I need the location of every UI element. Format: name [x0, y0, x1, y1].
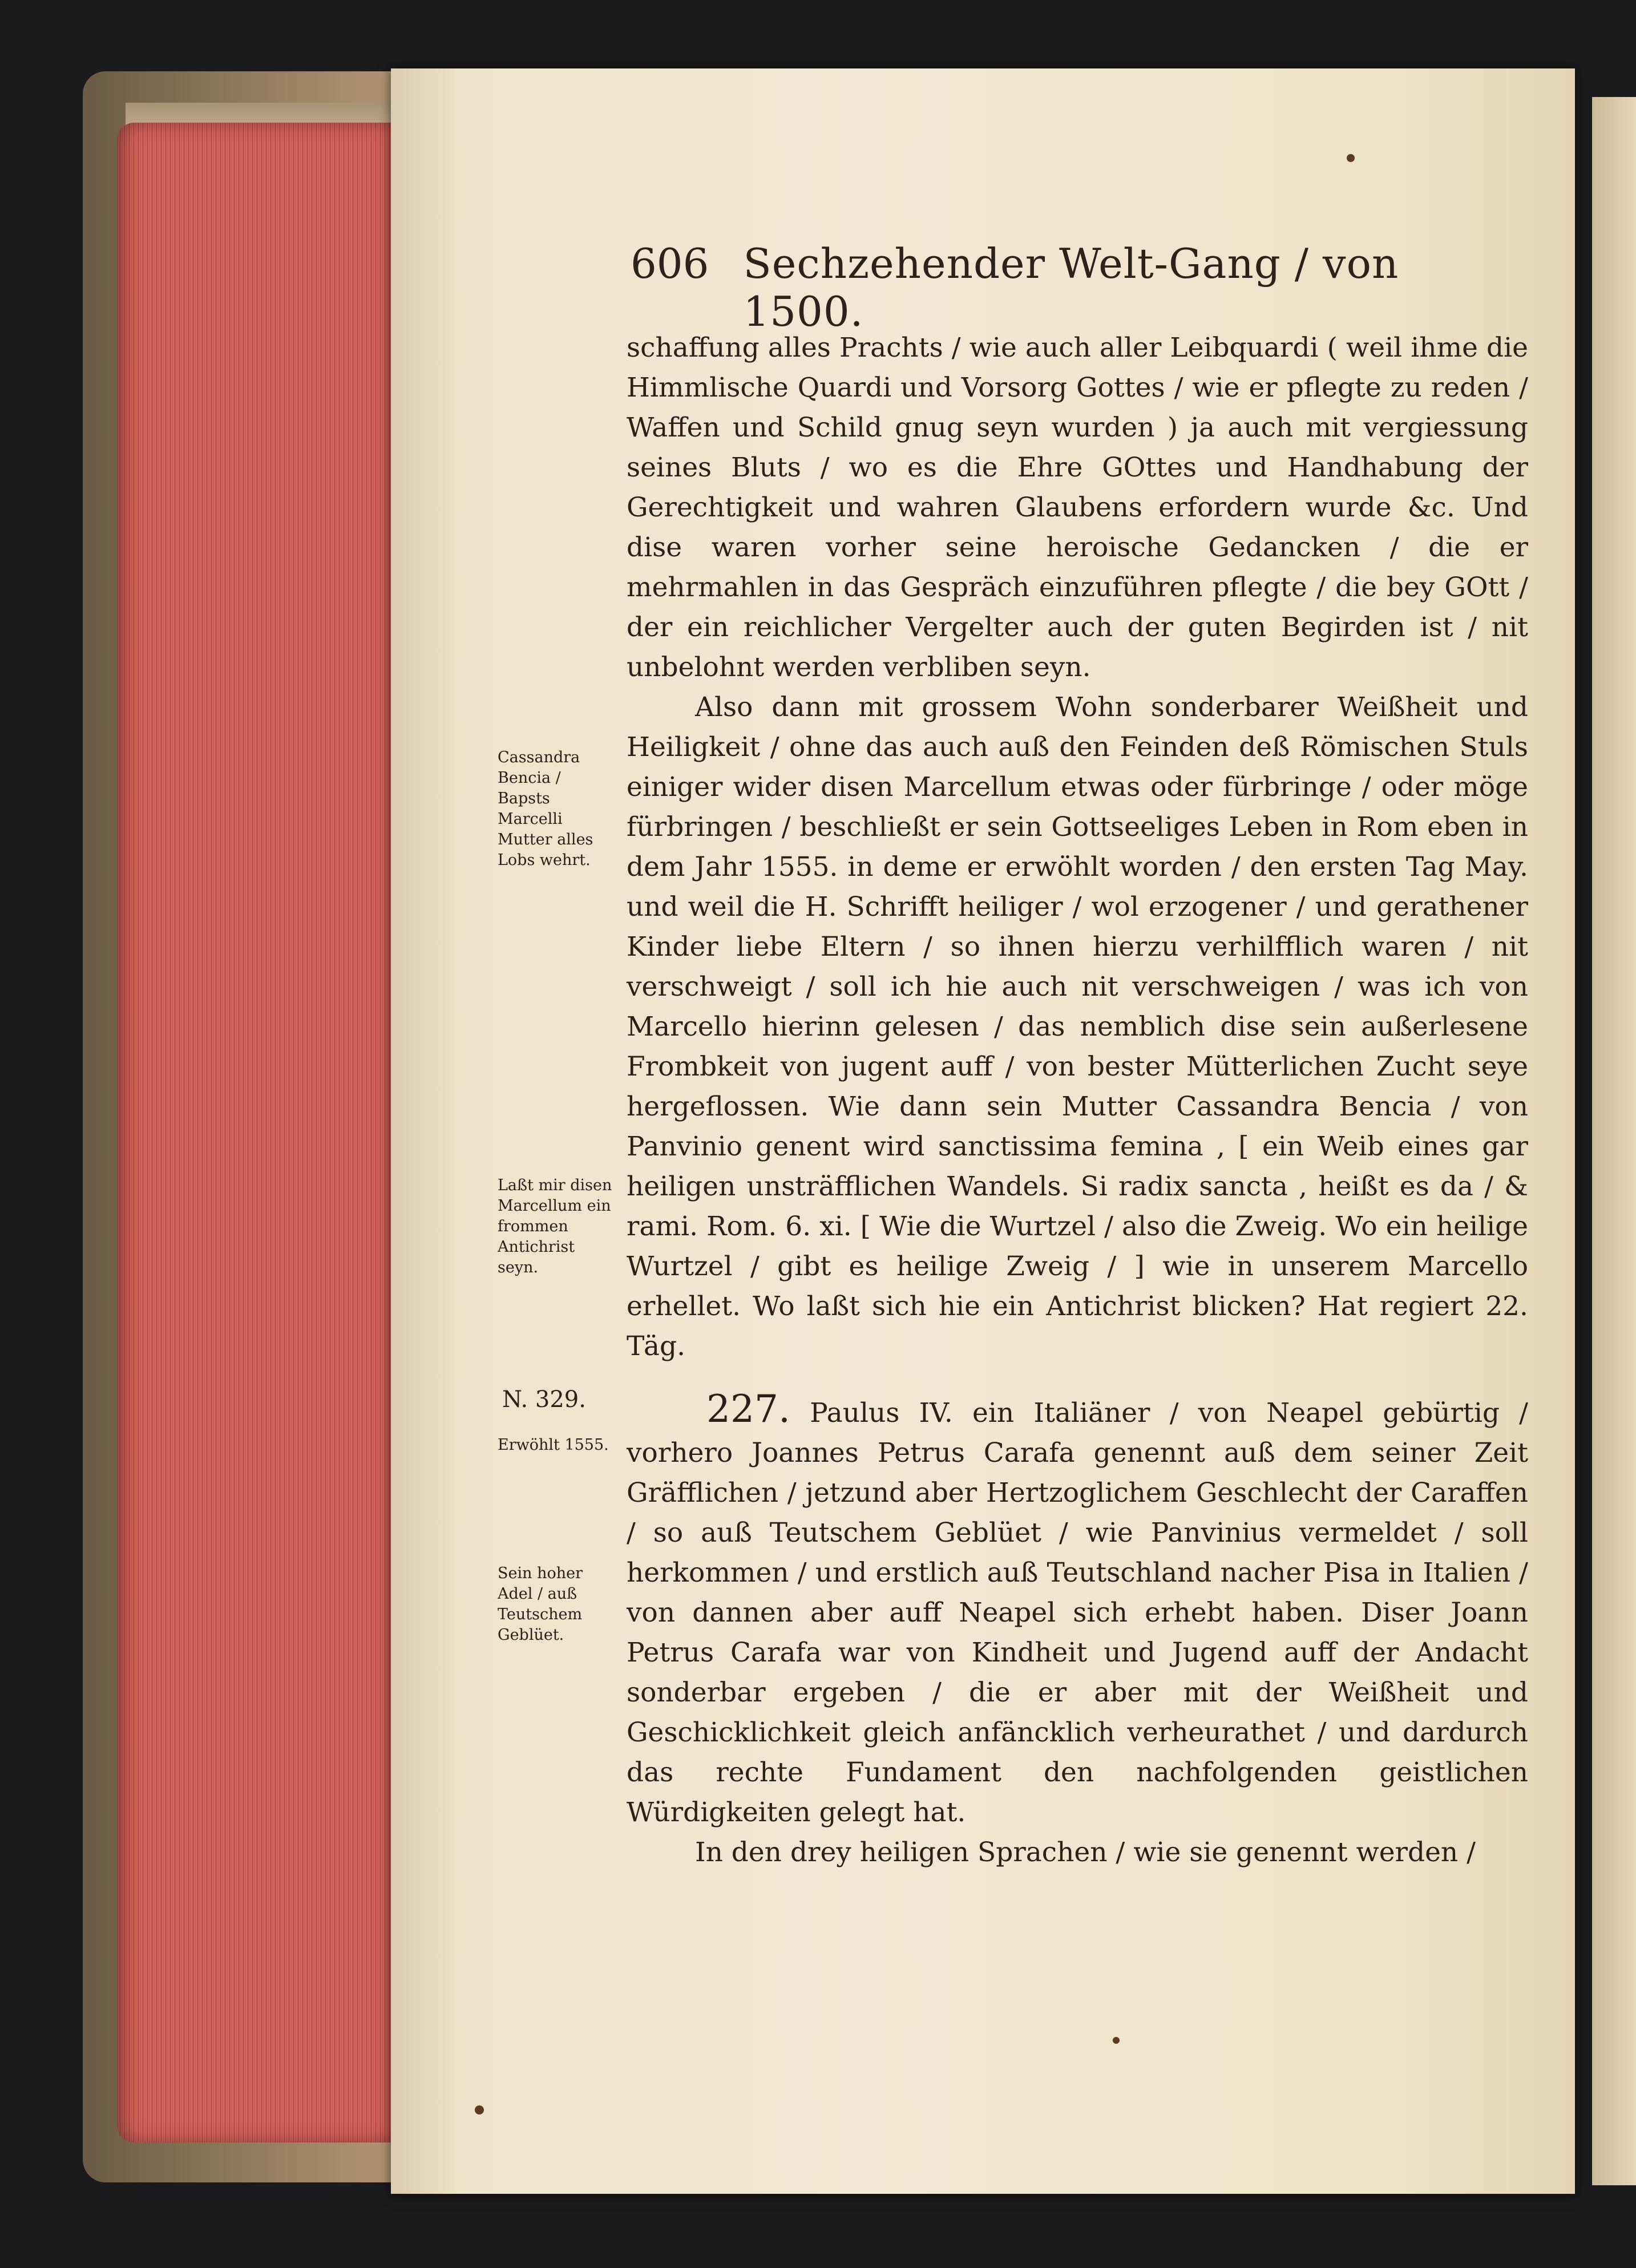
paper-speck	[1113, 2037, 1120, 2044]
paper-speck	[475, 2105, 484, 2115]
page-header	[631, 240, 1498, 335]
paragraph: In den drey heiligen Sprachen / wie sie genennt werden /	[695, 1837, 1476, 1868]
paragraph: schaffung alles Prachts / wie auch aller Leibquardi ( weil ihme die Himmlische Quardi und Vorsorg Gottes / wie er pflegte zu reden / Waffen und Schild gnug seyn wurden ) ja auch mit vergiessung seines Bluts / wo es die Ehre GOttes und Handhabung der Gerechtigkeit und wahren Glaubens erfordern wurde &c. Und dise waren vorher seine heroische Gedancken / die er mehrmahlen in das Gespräch einzuführen pflegte / die bey GOtt / der ein reichlicher Vergelter auch der guten Begirden ist / nit unbelohnt werden verbliben seyn.	[627, 332, 1528, 683]
margin-note: Laßt mir disen Marcellum ein frommen Antichrist seyn.	[498, 1177, 612, 1276]
margin-number: N. 329.	[502, 1386, 586, 1413]
running-head: Sechzehender Welt-Gang / von 1500.	[743, 240, 1399, 335]
margin-note: Sein hoher Adel / auß Teutschem Geblüet.	[498, 1564, 583, 1644]
section-paragraph	[627, 1389, 1528, 1833]
margin-note: Erwöhlt 1555.	[498, 1436, 609, 1454]
section-text: Paulus IV. ein Italiäner / von Neapel gebürtig / vorhero Joannes Petrus Carafa genennt auß dem seiner Zeit Gräfflichen / jetzund aber Hertzoglichem Geschlecht der Caraffen / so auß Teutschem Geblüet / wie Panvinius vermeldet / soll herkommen / und erstlich auß Teutschland nacher Pisa in Italien / von dannen aber auff Neapel sich erhebt haben. Diser Joann Petrus Carafa war von Kindheit und Jugend auff der Andacht sonderbar ergeben / die er aber mit der Weißheit und Geschicklichkeit gleich anfäncklich verheurathet / und dardurch das rechte Fundament den nachfolgenden geistlichen Würdigkeiten gelegt hat.	[627, 1397, 1528, 1828]
section-number: 227.	[706, 1387, 790, 1431]
red-fore-edge	[117, 123, 391, 2142]
paragraph: Also dann mit grossem Wohn sonderbarer Weißheit und Heiligkeit / ohne das auch auß den Feinden deß Römischen Stuls einiger wider disen Marcellum etwas oder fürbringe / oder möge fürbringen / beschließt er sein Gottseeliges Leben in Rom eben in dem Jahr 1555. in deme er erwöhlt worden / den ersten Tag May. und weil die H. Schrifft heiliger / wol erzogener / und gerathener Kinder liebe Eltern / so ihnen hierzu verhilfflich waren / nit verschweigt / soll ich hie auch nit verschweigen / was ich von Marcello hierinn gelesen / das nemblich dise sein außerlesene Frombkeit von jugent auff / von bester Mütterlichen Zucht seye hergeflossen. Wie dann sein Mutter Cassandra Bencia / von Panvinio genent wird sanctissima femina , [ ein Weib eines gar heiligen unsträfflichen Wandels. Si radix sancta , heißt es da / & rami. Rom. 6. xi. [ Wie die Wurtzel / also die Zweig. Wo ein heilige Wurtzel / gibt es heilige Zweig / ] wie in unserem Marcello erhellet. Wo laßt sich hie ein Antichrist blicken? Hat regiert 22. Täg.	[627, 692, 1528, 1362]
paper-speck	[1347, 154, 1355, 162]
main-text-block	[627, 328, 1528, 1873]
margin-note: Cassandra Bencia / Bapsts Marcelli Mutter alles Lobs wehrt.	[498, 749, 593, 869]
page-number: 606	[631, 240, 709, 288]
next-page-edge	[1592, 97, 1636, 2185]
